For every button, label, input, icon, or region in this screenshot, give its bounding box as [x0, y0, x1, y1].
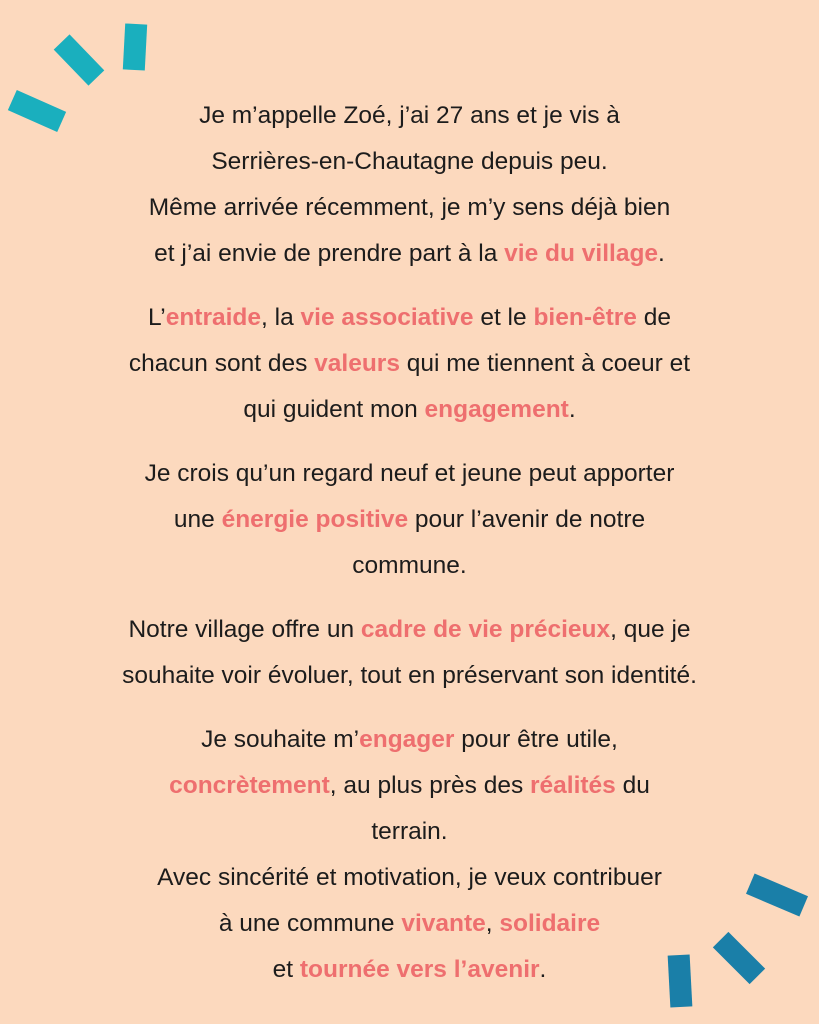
text-segment: qui me tiennent à coeur et [399, 350, 691, 377]
text-segment: et j’ai envie de prendre part à la [154, 240, 505, 267]
text-segment: Serrières-en-Chautagne depuis peu. [211, 148, 608, 175]
text-segment: . [568, 396, 576, 423]
highlighted-keyword: cadre de vie précieux [360, 616, 611, 643]
text-segment: pour l’avenir de notre [408, 506, 646, 533]
text-line [40, 185, 779, 231]
highlighted-keyword: entraide [165, 304, 262, 331]
highlighted-keyword: solidaire [499, 910, 601, 937]
highlighted-keyword: vie associative [300, 304, 474, 331]
dash-decoration [123, 23, 147, 70]
text-segment: . [539, 956, 547, 983]
text-segment: chacun sont des [128, 350, 315, 377]
highlighted-keyword: vie du village [504, 240, 659, 267]
highlighted-keyword: réalités [530, 772, 616, 799]
text-segment: Même arrivée récemment, je m’y sens déjà bien [148, 194, 671, 221]
text-line [40, 653, 779, 699]
text-segment: , que je [610, 616, 691, 643]
text-line [40, 947, 779, 993]
paragraph [40, 717, 779, 993]
text-line [40, 901, 779, 947]
text-line [40, 543, 779, 589]
paragraph [40, 451, 779, 589]
text-line [40, 231, 779, 277]
text-segment: , au plus près des [329, 772, 530, 799]
text-line [40, 855, 779, 901]
highlighted-keyword: vivante [401, 910, 486, 937]
text-segment: . [658, 240, 665, 267]
dash-decoration [54, 34, 105, 85]
highlighted-keyword: tournée vers l’avenir [299, 956, 540, 983]
text-line [40, 809, 779, 855]
text-segment: et [272, 956, 300, 983]
text-line [40, 763, 779, 809]
text-line [40, 607, 779, 653]
text-line [40, 295, 779, 341]
statement-text [40, 93, 779, 993]
text-segment: pour être utile, [454, 726, 618, 753]
text-segment: Je souhaite m’ [201, 726, 360, 753]
text-segment: Notre village offre un [128, 616, 361, 643]
highlighted-keyword: bien-être [533, 304, 637, 331]
text-segment: Avec sincérité et motivation, je veux contribuer [157, 864, 662, 891]
paragraph [40, 295, 779, 433]
text-segment: une [173, 506, 222, 533]
paragraph [40, 93, 779, 277]
highlighted-keyword: engagement [424, 396, 569, 423]
highlighted-keyword: engager [359, 726, 455, 753]
text-segment: à une commune [218, 910, 402, 937]
text-line [40, 93, 779, 139]
highlighted-keyword: valeurs [314, 350, 400, 377]
text-segment: L’ [148, 304, 166, 331]
text-line [40, 497, 779, 543]
text-segment: , [485, 910, 500, 937]
text-line [40, 341, 779, 387]
text-segment: qui guident mon [243, 396, 425, 423]
text-line [40, 451, 779, 497]
text-segment: du [615, 772, 650, 799]
text-segment: Je m’appelle Zoé, j’ai 27 ans et je vis à [199, 102, 620, 129]
text-segment: Je crois qu’un regard neuf et jeune peut apporter [144, 460, 675, 487]
highlighted-keyword: concrètement [169, 772, 330, 799]
text-line [40, 387, 779, 433]
text-segment: et le [473, 304, 534, 331]
paragraph [40, 607, 779, 699]
text-segment: de [636, 304, 671, 331]
text-line [40, 717, 779, 763]
text-segment: , la [261, 304, 301, 331]
text-segment: commune. [352, 552, 467, 579]
highlighted-keyword: énergie positive [221, 506, 409, 533]
text-segment: souhaite voir évoluer, tout en préservant son identité. [122, 662, 697, 689]
text-segment: terrain. [371, 818, 448, 845]
text-line [40, 139, 779, 185]
